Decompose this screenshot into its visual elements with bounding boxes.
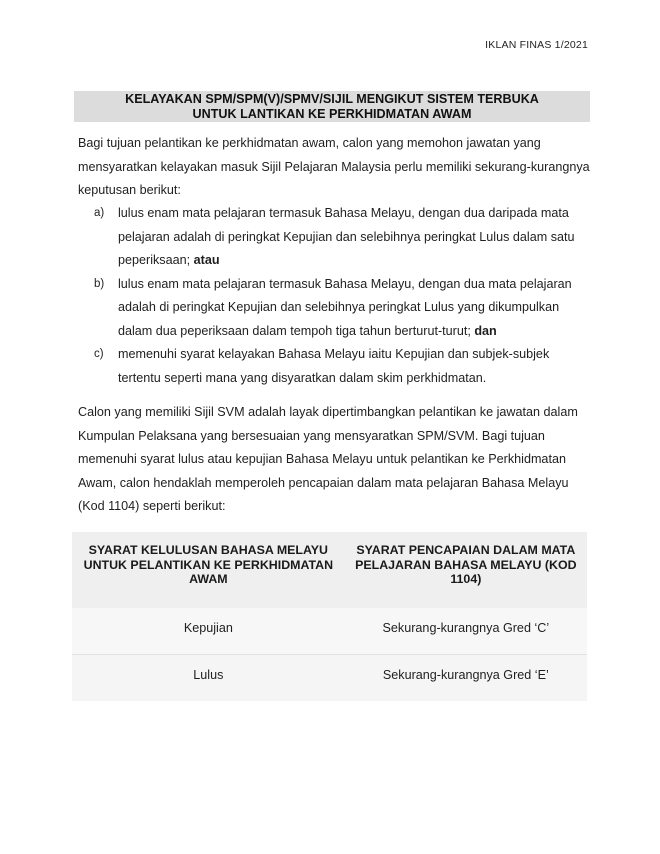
table-cell: Sekurang-kurangnya Gred ‘E’	[345, 655, 587, 702]
conditions-list	[94, 202, 594, 390]
list-item-text: memenuhi syarat kelayakan Bahasa Melayu iaitu Kepujian dan subjek-subjek tertentu seperti mana yang disyaratkan dalam skim perkhidmatan.	[118, 347, 550, 385]
table-cell: Lulus	[72, 655, 345, 702]
list-marker: a)	[94, 207, 105, 219]
section-title-line-2: UNTUK LANTIKAN KE PERKHIDMATAN AWAM	[192, 106, 472, 121]
svm-paragraph: Calon yang memiliki Sijil SVM adalah layak dipertimbangkan pelantikan ke jawatan dalam Kumpulan Pelaksana yang bersesuaian yang mensyaratkan SPM/SVM. Bagi tujuan memenuhi syarat lulus atau kepujian Bahasa Melayu untuk pelantikan ke Perkhidmatan Awam, calon hendaklah memperoleh pencapaian dalam mata pelajaran Bahasa Melayu (Kod 1104) seperti berikut:	[78, 405, 578, 513]
table-header-row	[72, 532, 587, 608]
intro-paragraph: Bagi tujuan pelantikan ke perkhidmatan awam, calon yang memohon jawatan yang mensyaratkan kelayakan masuk Sijil Pelajaran Malaysia perlu memiliki sekurang-kurangnya keputusan berikut:	[78, 136, 590, 197]
list-item	[94, 343, 594, 390]
list-item-text: lulus enam mata pelajaran termasuk Bahasa Melayu, dengan dua daripada mata pelajaran adalah di peringkat Kepujian dan selebihnya peringkat Lulus dalam satu peperiksaan;	[118, 206, 575, 267]
table-header-cell: SYARAT KELULUSAN BAHASA MELAYU UNTUK PELANTIKAN KE PERKHIDMATAN AWAM	[72, 532, 345, 608]
list-item-text: lulus enam mata pelajaran termasuk Bahasa Melayu, dengan dua mata pelajaran adalah di peringkat Kepujian dan selebihnya peringkat Lulus yang dikumpulkan dalam dua peperiksaan dalam tempoh tiga tahun berturut-turut;	[118, 276, 572, 338]
table-cell: Kepujian	[72, 608, 345, 655]
list-marker: c)	[94, 348, 104, 360]
section-title-line-1: KELAYAKAN SPM/SPM(V)/SPMV/SIJIL MENGIKUT SISTEM TERBUKA	[125, 92, 539, 106]
list-item-connector: atau	[193, 253, 220, 267]
list-item-connector: dan	[474, 323, 497, 338]
list-item	[94, 273, 594, 344]
table-header-cell: SYARAT PENCAPAIAN DALAM MATA PELAJARAN BAHASA MELAYU (KOD 1104)	[345, 532, 587, 608]
requirements-table	[72, 532, 587, 701]
table-row	[72, 608, 587, 655]
document-reference: IKLAN FINAS 1/2021	[485, 39, 588, 51]
table-cell: Sekurang-kurangnya Gred ‘C’	[345, 608, 587, 655]
section-title	[74, 91, 590, 122]
list-item	[94, 202, 594, 273]
table-row	[72, 655, 587, 702]
list-marker: b)	[94, 277, 105, 290]
